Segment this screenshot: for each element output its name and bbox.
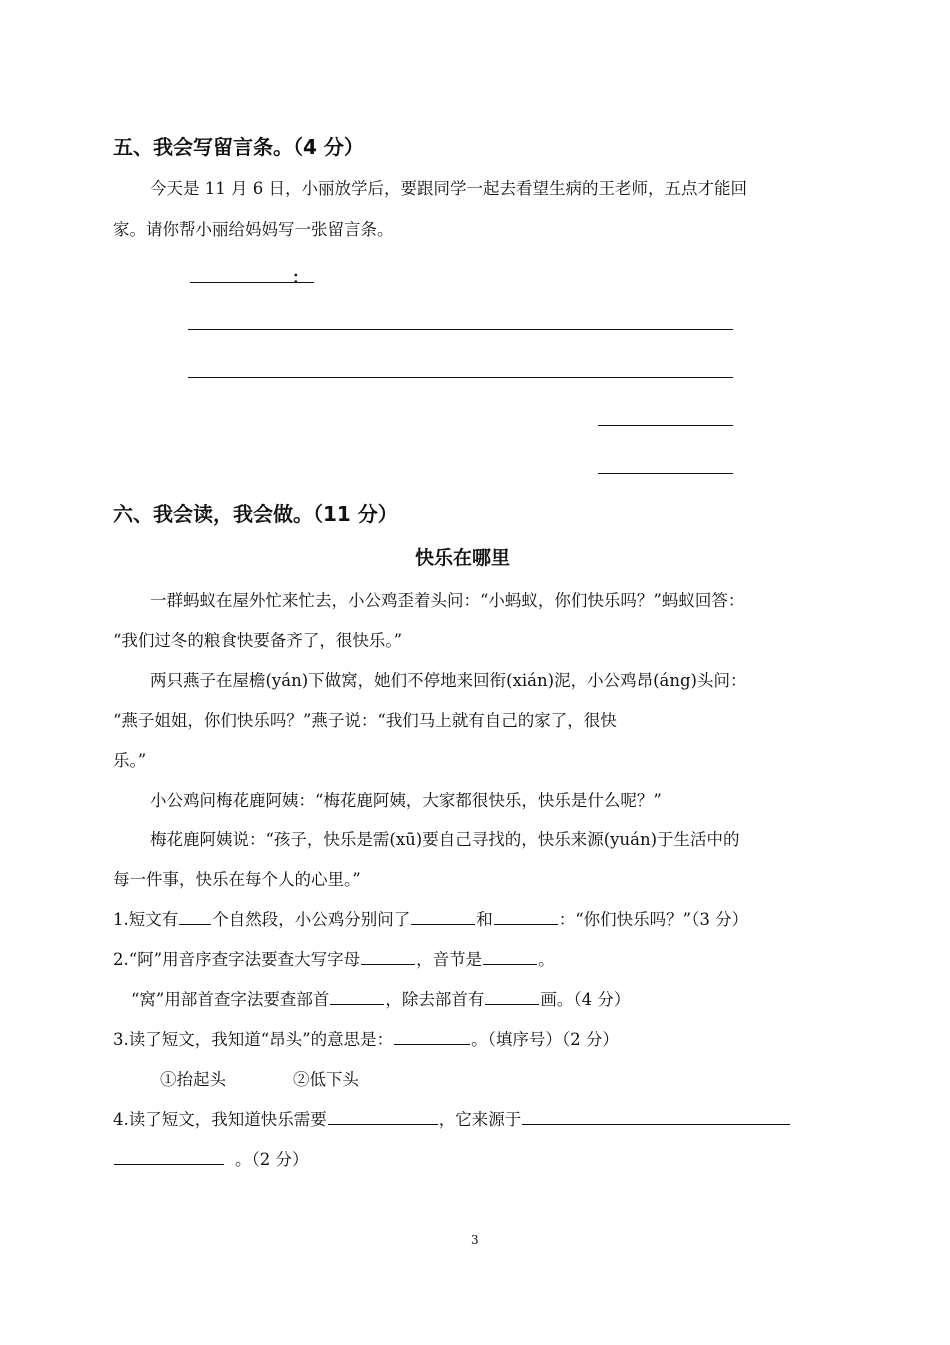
story-p3-line1: 小公鸡问梅花鹿阿姨：“梅花鹿阿姨，大家都很快乐，快乐是什么呢？”: [150, 791, 662, 810]
note-signature-line[interactable]: [598, 425, 733, 426]
section6-heading: 六、我会读，我会做。（11 分）: [113, 502, 398, 526]
story-p4-line1: 梅花鹿阿姨说：“孩子，快乐是需(xū)要自己寻找的，快乐来源(yuán)于生活中的: [150, 830, 740, 849]
section5-prompt-line1: 今天是 11 月 6 日，小丽放学后，要跟同学一起去看望生病的王老师，五点才能回: [150, 179, 747, 198]
q1-text-d: ：“你们快乐吗？”（3 分）: [558, 910, 749, 929]
q3-option-2[interactable]: ②低下头: [293, 1070, 359, 1089]
note-date-line[interactable]: [598, 473, 733, 474]
question-4-continued: [113, 1146, 309, 1170]
q2b-blank-radical[interactable]: [330, 986, 384, 1005]
q1-blank-first[interactable]: [411, 906, 475, 925]
q3-text-a: 3.读了短文，我知道“昂头”的意思是：: [113, 1030, 394, 1049]
q1-blank-paragraphs[interactable]: [179, 906, 211, 925]
q1-text-b: 个自然段，小公鸡分别问了: [212, 910, 411, 929]
story-p2-line2: “燕子姐姐，你们快乐吗？”燕子说：“我们马上就有自己的家了，很快: [113, 711, 617, 730]
q1-blank-second[interactable]: [494, 906, 558, 925]
q2b-text-a: “窝”用部首查字法要查部首: [131, 990, 330, 1009]
q4-text-b: ，它来源于: [438, 1110, 522, 1129]
q2-blank-syllable[interactable]: [483, 946, 537, 965]
q4-text-a: 4.读了短文，我知道快乐需要: [113, 1110, 327, 1129]
story-title: 快乐在哪里: [415, 547, 511, 569]
story-p2-line3: 乐。”: [113, 751, 147, 770]
q4-blank-source-part1[interactable]: [522, 1106, 790, 1125]
page-number: 3: [471, 1233, 479, 1247]
story-p1-line1: 一群蚂蚁在屋外忙来忙去，小公鸡歪着头问：“小蚂蚁，你们快乐吗？”蚂蚁回答：: [150, 591, 745, 610]
q4-text-c: 。（2 分）: [235, 1150, 309, 1169]
question-2: [113, 946, 555, 970]
section5-prompt-line2: 家。请你帮小丽给妈妈写一张留言条。: [113, 220, 394, 239]
story-p1-line2: “我们过冬的粮食快要备齐了，很快乐。”: [113, 631, 403, 650]
q2b-text-b: ，除去部首有: [385, 990, 485, 1009]
note-salutation-colon: ：: [292, 268, 309, 287]
q1-text-c: 和: [476, 910, 493, 929]
story-p2-line1: 两只燕子在屋檐(yán)下做窝，她们不停地来回衔(xián)泥，小公鸡昂(áng)头问：: [150, 671, 747, 690]
q2-blank-letter[interactable]: [361, 946, 415, 965]
q3-blank-answer[interactable]: [394, 1026, 470, 1045]
q4-blank-source-part2[interactable]: [114, 1146, 224, 1165]
q2-text-c: 。: [538, 950, 555, 969]
q3-option-1[interactable]: ①抬起头: [160, 1070, 226, 1089]
q2b-blank-strokes[interactable]: [485, 986, 539, 1005]
question-4: [113, 1106, 791, 1130]
q4-blank-needs[interactable]: [328, 1106, 438, 1125]
section5-heading: 五、我会写留言条。（4 分）: [113, 135, 364, 159]
note-body-line-2[interactable]: [188, 377, 733, 378]
note-body-line-1[interactable]: [188, 329, 733, 330]
story-p4-line2: 每一件事，快乐在每个人的心里。”: [113, 870, 361, 889]
question-3: [113, 1026, 619, 1050]
question-1: [113, 906, 748, 930]
q2-text-b: ，音节是: [416, 950, 483, 969]
q1-text-a: 1.短文有: [113, 910, 179, 929]
q2b-text-c: 画。（4 分）: [540, 990, 631, 1009]
q2-text-a: 2.“阿”用音序查字法要查大写字母: [113, 950, 361, 969]
q3-text-b: 。（填序号）（2 分）: [471, 1030, 619, 1049]
question-2b: [131, 986, 630, 1010]
